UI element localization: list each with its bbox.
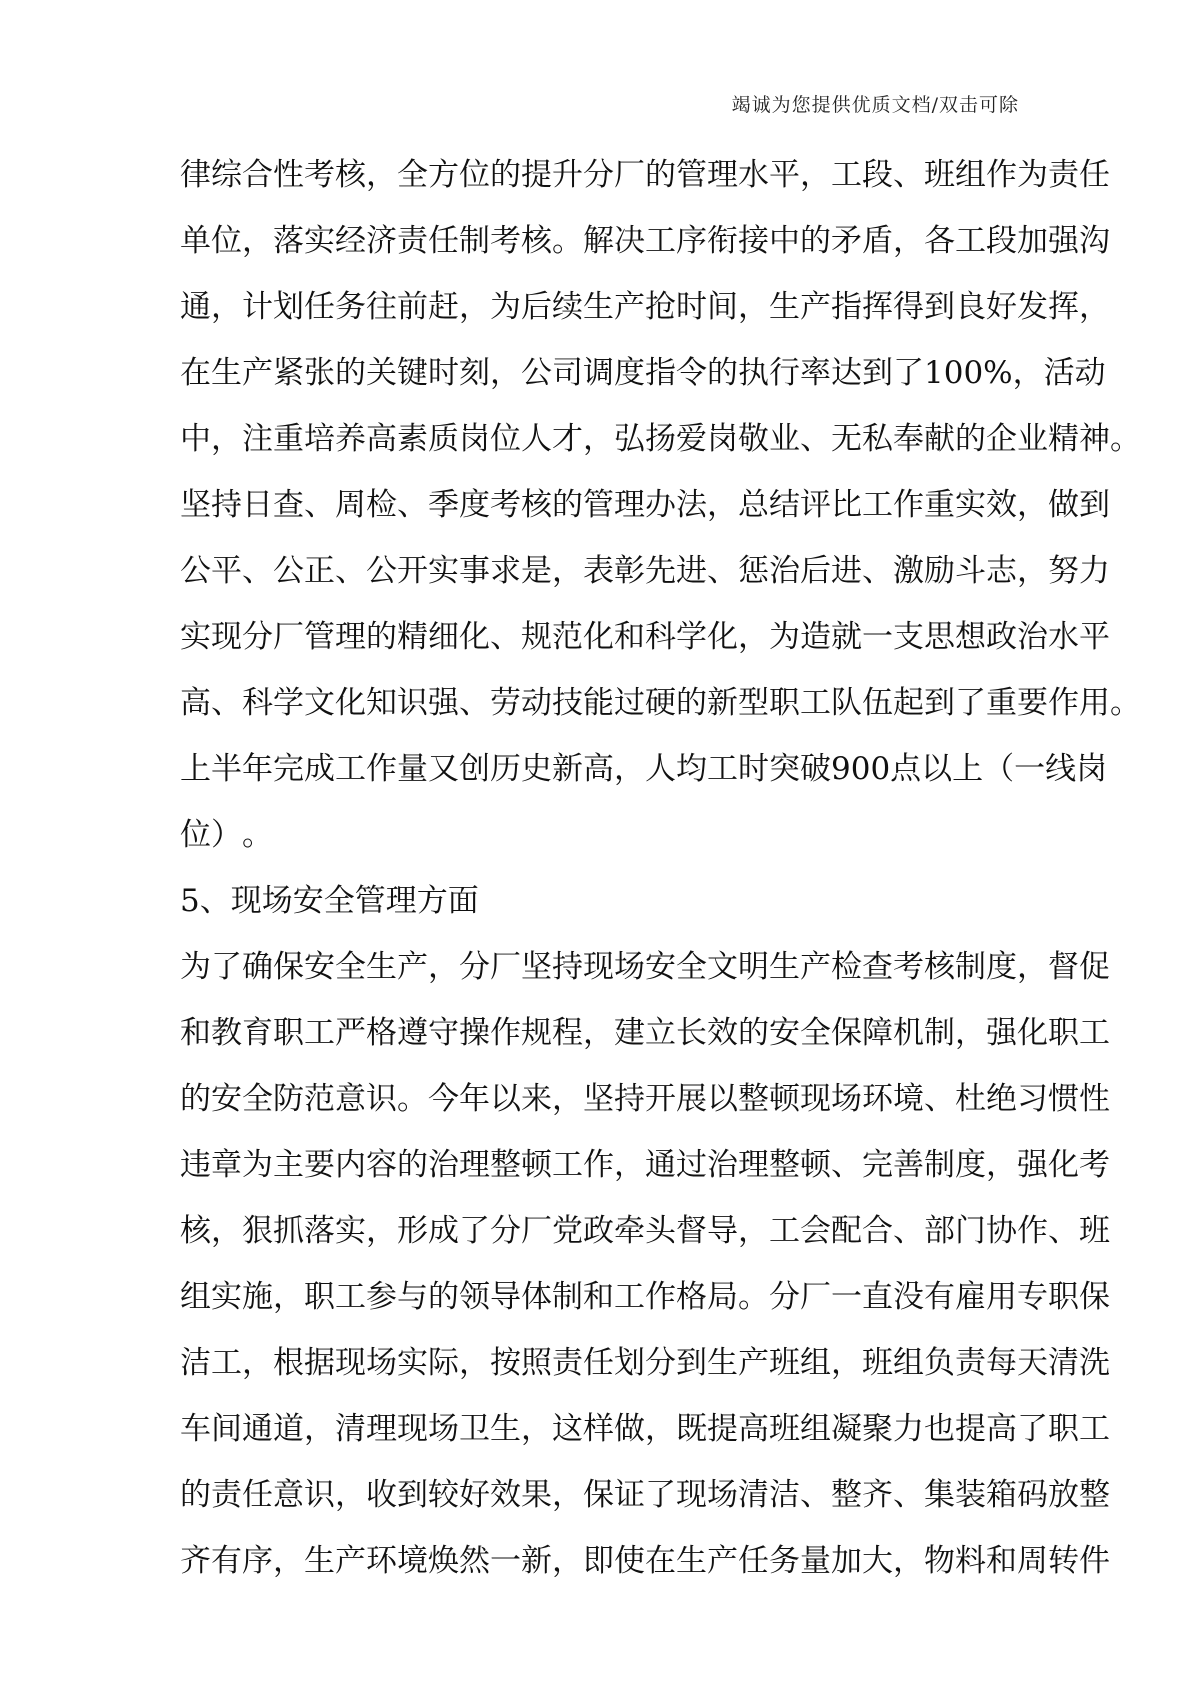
text-line: 在 生 产 紧 张 的 关 键 时 刻 ， 公 司 调 度 指 令 的 执 行 率 达 到 了 100% ， 活 动 (180, 355, 1106, 391)
text-line: 齐 有 序 ， 生 产 环 境 焕 然 一 新 ， 即 使 在 生 产 任 务 量 加 大 ， 物 料 和 周 转 件 (180, 1543, 1110, 1579)
text-line: 为 了 确 保 安 全 生 产 ， 分 厂 坚 持 现 场 安 全 文 明 生 产 检 查 考 核 制 度 ， 督 促 (180, 949, 1110, 985)
text-line: 律 综 合 性 考 核 ， 全 方 位 的 提 升 分 厂 的 管 理 水 平 ， 工 段 、 班 组 作 为 责 任 (180, 157, 1110, 193)
text-line: 单 位 ， 落 实 经 济 责 任 制 考 核 。 解 决 工 序 衔 接 中 的 矛 盾 ， 各 工 段 加 强 沟 (180, 223, 1110, 259)
text-line: 违 章 为 主 要 内 容 的 治 理 整 顿 工 作 ， 通 过 治 理 整 顿 、 完 善 制 度 ， 强 化 考 (180, 1147, 1110, 1183)
text-line: 坚 持 日 查 、 周 检 、 季 度 考 核 的 管 理 办 法 ， 总 结 评 比 工 作 重 实 效 ， 做 到 (180, 487, 1110, 523)
text-line: 公 平 、 公 正 、 公 开 实 事 求 是 ， 表 彰 先 进 、 惩 治 后 进 、 激 励 斗 志 ， 努 力 (180, 553, 1110, 589)
text-line: 的 责 任 意 识 ， 收 到 较 好 效 果 ， 保 证 了 现 场 清 洁 、 整 齐 、 集 装 箱 码 放 整 (180, 1477, 1110, 1513)
text-line: 位 ） 。 (180, 817, 273, 853)
text-line: 上 半 年 完 成 工 作 量 又 创 历 史 新 高 ， 人 均 工 时 突 破 900 点 以 上 （ 一 线 岗 (180, 751, 1108, 787)
text-line: 中 ， 注 重 培 养 高 素 质 岗 位 人 才 ， 弘 扬 爱 岗 敬 业 、 无 私 奉 献 的 企 业 精 神 。 (180, 421, 1141, 457)
text-line: 和 教 育 职 工 严 格 遵 守 操 作 规 程 ， 建 立 长 效 的 安 全 保 障 机 制 ， 强 化 职 工 (180, 1015, 1110, 1051)
text-line: 洁 工 ， 根 据 现 场 实 际 ， 按 照 责 任 划 分 到 生 产 班 组 ， 班 组 负 责 每 天 清 洗 (180, 1345, 1110, 1381)
section-heading: 5 、 现 场 安 全 管 理 方 面 (180, 883, 479, 919)
text-line: 高 、 科 学 文 化 知 识 强 、 劳 动 技 能 过 硬 的 新 型 职 工 队 伍 起 到 了 重 要 作 用 。 (180, 685, 1141, 721)
text-line: 实 现 分 厂 管 理 的 精 细 化 、 规 范 化 和 科 学 化 ， 为 造 就 一 支 思 想 政 治 水 平 (180, 619, 1110, 655)
text-line: 组 实 施 ， 职 工 参 与 的 领 导 体 制 和 工 作 格 局 。 分 厂 一 直 没 有 雇 用 专 职 保 (180, 1279, 1110, 1315)
text-line: 的 安 全 防 范 意 识 。 今 年 以 来 ， 坚 持 开 展 以 整 顿 现 场 环 境 、 杜 绝 习 惯 性 (180, 1081, 1110, 1117)
paragraph (180, 142, 1141, 868)
header-note: 竭诚为您提供优质文档/双击可除 (731, 94, 1019, 116)
text-line: 核 ， 狠 抓 落 实 ， 形 成 了 分 厂 党 政 牵 头 督 导 ， 工 会 配 合 、 部 门 协 作 、 班 (180, 1213, 1110, 1249)
document-body (180, 142, 1141, 1594)
text-line: 车 间 通 道 ， 清 理 现 场 卫 生 ， 这 样 做 ， 既 提 高 班 组 凝 聚 力 也 提 高 了 职 工 (180, 1411, 1110, 1447)
text-line: 通 ， 计 划 任 务 往 前 赶 ， 为 后 续 生 产 抢 时 间 ， 生 产 指 挥 得 到 良 好 发 挥 ， (180, 289, 1110, 325)
paragraph (180, 934, 1110, 1594)
